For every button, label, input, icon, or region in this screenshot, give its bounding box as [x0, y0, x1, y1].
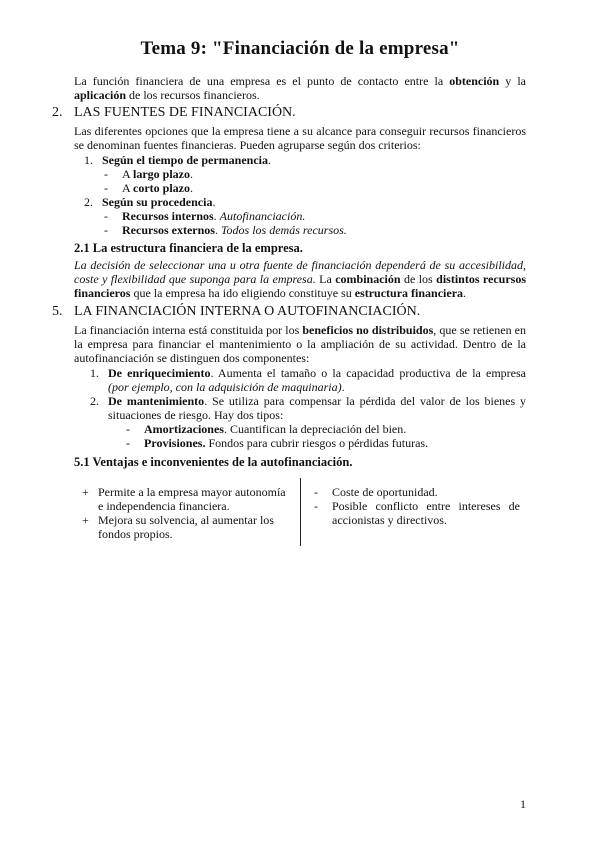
- section-2-paragraph: Las diferentes opciones que la empresa tiene a su alcance para conseguir recursos financieros se denominan fuentes financieras. Pueden agruparse según dos criterios:: [74, 124, 526, 152]
- advantage-item: + Permite a la empresa mayor autonomía e independencia financiera.: [82, 485, 286, 513]
- section-5-paragraph: La financiación interna está constituida por los beneficios no distribuidos, que se retienen en la empresa para financiar el mantenimiento o la ampliación de su actividad. Dentro de la autofinanciación se distinguen dos componentes:: [74, 323, 527, 365]
- list-item: - A largo plazo.: [104, 167, 194, 181]
- advantage-item: + Mejora su solvencia, al aumentar los fondos propios.: [82, 513, 274, 541]
- type-provisiones: - Provisiones. Fondos para cubrir riesgos o pérdidas futuras.: [126, 436, 429, 450]
- criterion-2: 2. Según su procedencia.: [84, 195, 216, 209]
- disadvantage-item: - Coste de oportunidad.: [314, 485, 438, 499]
- page-title: Tema 9: "Financiación de la empresa": [140, 38, 460, 59]
- intro-paragraph: La función financiera de una empresa es el punto de contacto entre la obtención y la aplicación de los recursos financieros.: [74, 74, 527, 102]
- subsection-2-1-paragraph: La decisión de seleccionar una u otra fuente de financiación dependerá de su accesibilidad, coste y flexibilidad que suponga para la empresa. La combinación de los distintos recursos financieros que la empresa ha ido eligiendo constituye su estructura financiera.: [74, 258, 527, 300]
- section-5-heading: 5. LA FINANCIACIÓN INTERNA O AUTOFINANCIACIÓN.: [52, 304, 421, 319]
- page-number: 1: [520, 797, 526, 811]
- list-item: - A corto plazo.: [104, 181, 193, 195]
- pros-cons-table: [74, 478, 526, 546]
- list-item: - Recursos internos. Autofinanciación.: [104, 209, 306, 223]
- type-amortizaciones: - Amortizaciones. Cuantifican la depreciación del bien.: [126, 422, 407, 436]
- subsection-2-1-heading: 2.1 La estructura financiera de la empresa.: [74, 241, 303, 255]
- disadvantages-column: [314, 485, 520, 527]
- column-divider: [300, 478, 301, 546]
- list-item: - Recursos externos. Todos los demás recursos.: [104, 223, 347, 237]
- advantages-column: [82, 485, 292, 541]
- section-2-heading: 2. LAS FUENTES DE FINANCIACIÓN.: [52, 105, 296, 120]
- component-mantenimiento: 2. De mantenimiento. Se utiliza para compensar la pérdida del valor de los bienes y situaciones de riesgo. Hay dos tipos:: [90, 394, 527, 422]
- criterion-1: 1. Según el tiempo de permanencia.: [84, 153, 271, 167]
- disadvantage-item: - Posible conflicto entre intereses de accionistas y directivos.: [314, 499, 520, 527]
- subsection-5-1-heading: 5.1 Ventajas e inconvenientes de la autofinanciación.: [74, 455, 353, 469]
- component-enriquecimiento: 1. De enriquecimiento. Aumenta el tamaño o la capacidad productiva de la empresa (por ejemplo, con la adquisición de maquinaria).: [90, 366, 526, 394]
